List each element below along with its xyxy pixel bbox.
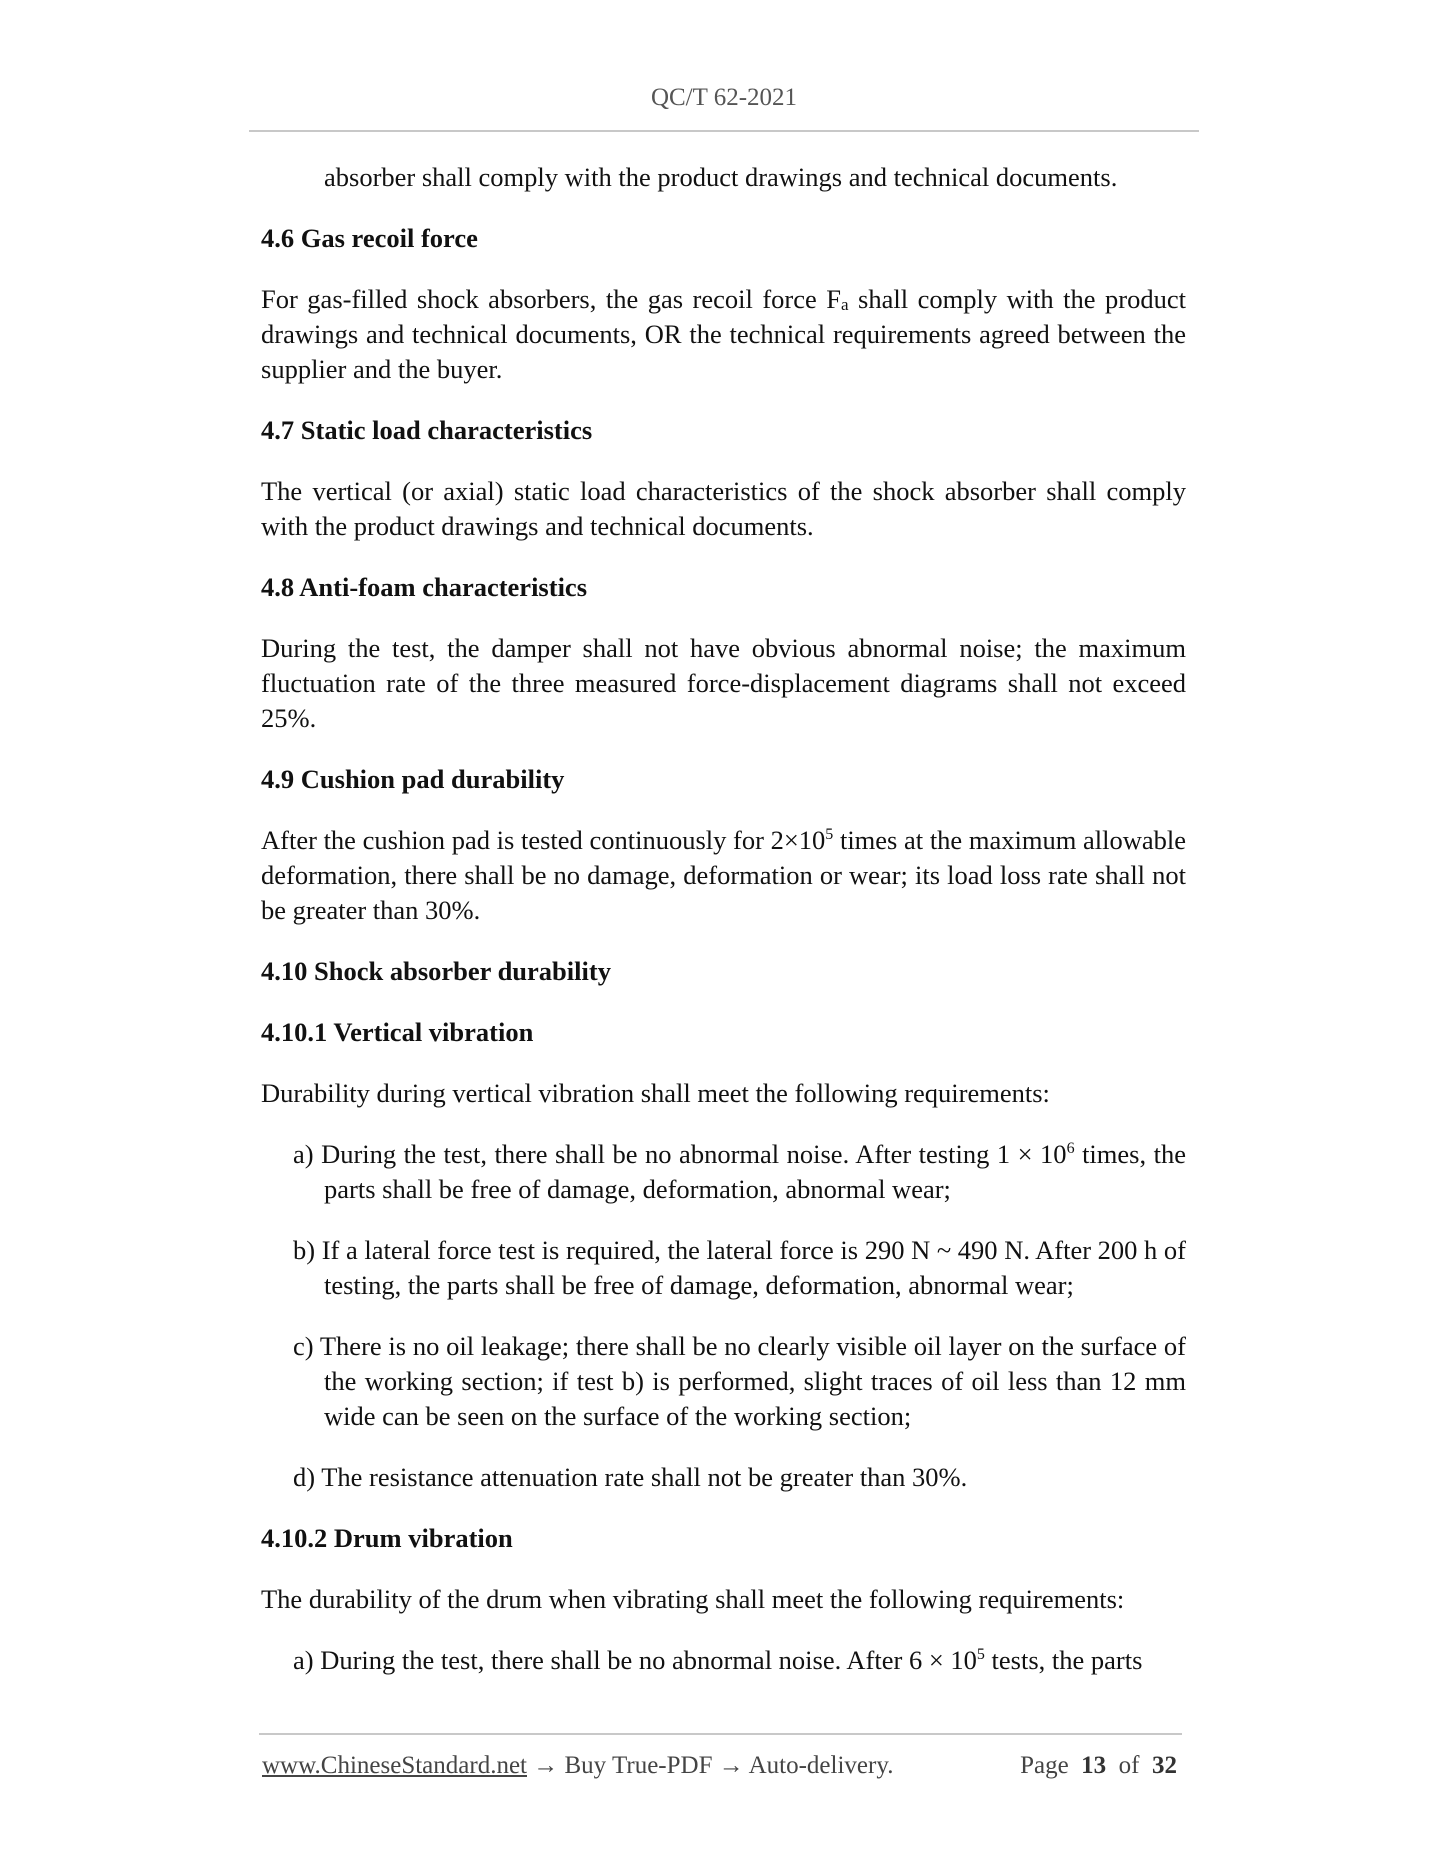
list-item-c: c) There is no oil leakage; there shall be no clearly visible oil layer on the surface of the working section; if test b) is performed, slight traces of oil less than 12 mm wide can be seen on the surface of the working section; xyxy=(293,1331,1186,1431)
superscript-5-drum: 5 xyxy=(976,1646,985,1664)
of-label: of xyxy=(1118,1752,1140,1779)
section-4-10-heading: 4.10 Shock absorber durability xyxy=(261,956,611,986)
superscript-5: 5 xyxy=(825,826,834,844)
page-indicator xyxy=(1020,1752,1177,1780)
section-4-6-text: For gas-filled shock absorbers, the gas recoil force $F_a$ shall comply with the product drawings and technical documents, OR the technical requirements agreed between the supplier and the buyer. xyxy=(261,284,1186,384)
section-4-9-heading: 4.9 Cushion pad durability xyxy=(261,764,565,794)
continued-paragraph: absorber shall comply with the product drawings and technical documents. xyxy=(324,162,1118,192)
page-total: 32 xyxy=(1152,1752,1177,1779)
superscript-6: 6 xyxy=(1066,1140,1075,1158)
footer-links xyxy=(262,1752,893,1780)
footer-divider xyxy=(259,1733,1182,1735)
section-4-10-1-intro: Durability during vertical vibration shall meet the following requirements: xyxy=(261,1078,1050,1108)
arrow-icon: → xyxy=(718,1752,744,1779)
list-item-a-drum: a) During the test, there shall be no abnormal noise. After $6 \times 10^5$ tests, the parts xyxy=(293,1645,1143,1675)
page-number: 13 xyxy=(1081,1752,1107,1779)
section-4-8-text: During the test, the damper shall not have obvious abnormal noise; the maximum fluctuation rate of the three measured force-displacement diagrams shall not exceed 25%. xyxy=(261,633,1186,733)
page-label: Page xyxy=(1020,1752,1069,1779)
section-4-7-heading: 4.7 Static load characteristics xyxy=(261,415,593,445)
document-body xyxy=(261,160,1186,1704)
header-divider xyxy=(249,130,1199,132)
list-item-b: b) If a lateral force test is required, the lateral force is 290 N ~ 490 N. After 200 h of testing, the parts shall be free of damage, deformation, abnormal wear; xyxy=(293,1235,1186,1300)
section-4-10-1-heading: 4.10.1 Vertical vibration xyxy=(261,1017,534,1047)
section-4-8-heading: 4.8 Anti-foam characteristics xyxy=(261,572,588,602)
list-item-a: a) During the test, there shall be no abnormal noise. After testing $1 \times 10^6$ times, the parts shall be free of damage, deformation, abnormal wear; xyxy=(293,1139,1186,1204)
auto-delivery-text: Auto-delivery. xyxy=(748,1752,894,1779)
arrow-icon: → xyxy=(533,1752,559,1779)
list-item-d: d) The resistance attenuation rate shall not be greater than 30%. xyxy=(293,1462,968,1492)
buy-pdf-link[interactable]: Buy True-PDF xyxy=(564,1752,713,1779)
subscript-a: a xyxy=(841,295,849,314)
section-4-6-heading: 4.6 Gas recoil force xyxy=(261,223,478,253)
website-link[interactable]: www.ChineseStandard.net xyxy=(262,1752,527,1779)
section-4-7-text: The vertical (or axial) static load characteristics of the shock absorber shall comply with the product drawings and technical documents. xyxy=(261,476,1186,541)
document-header: QC/T 62-2021 xyxy=(650,84,798,111)
section-4-10-2-heading: 4.10.2 Drum vibration xyxy=(261,1523,513,1553)
section-4-9-text: After the cushion pad is tested continuously for $2\times 10^5$ times at the maximum allowable deformation, there shall be no damage, deformation or wear; its load loss rate shall not be greater than 30%. xyxy=(261,825,1186,925)
section-4-10-2-intro: The durability of the drum when vibrating shall meet the following requirements: xyxy=(261,1584,1125,1614)
